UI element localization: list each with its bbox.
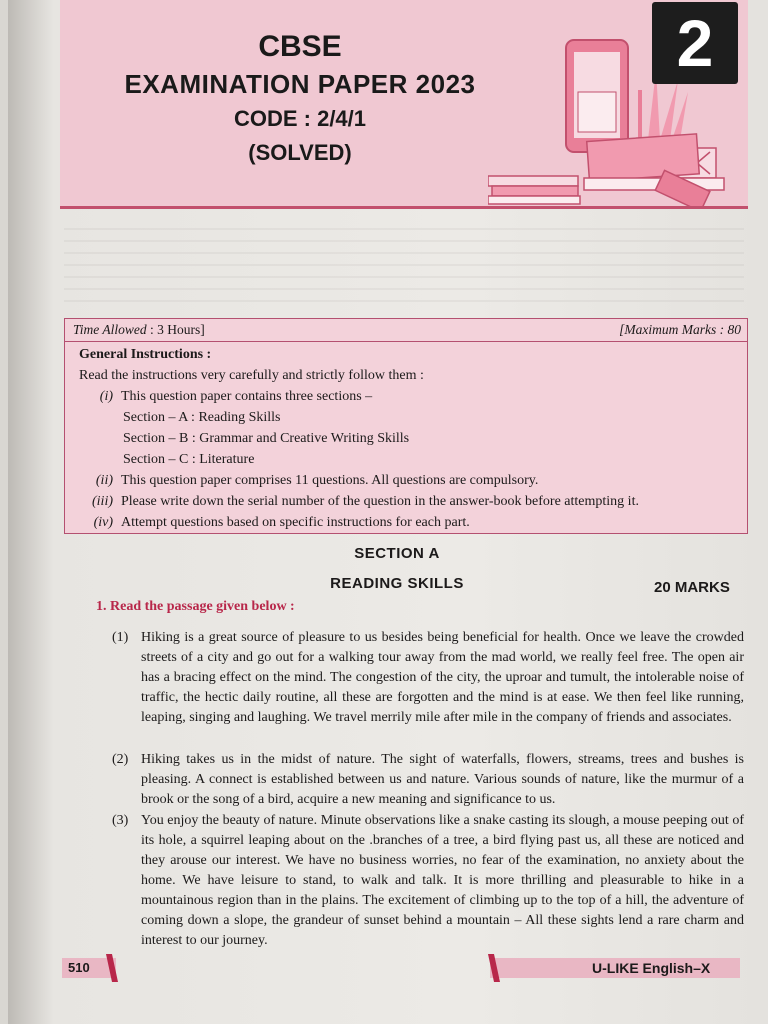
paragraph-number: (2) <box>112 752 129 767</box>
section-title: SECTION A <box>354 545 440 562</box>
passage-paragraph <box>112 628 744 728</box>
marks-label: [Maximum Marks <box>619 322 717 337</box>
page-title <box>60 28 540 170</box>
marks-value: : 80 <box>719 322 741 337</box>
instruction-number: (i) <box>99 389 113 404</box>
time-value: : 3 Hours] <box>150 322 205 337</box>
time-allowed <box>73 319 205 341</box>
title-cbse: CBSE <box>258 30 342 63</box>
instruction-number: (ii) <box>95 473 113 488</box>
time-marks-row <box>65 319 747 342</box>
paragraph-text: Hiking is a great source of pleasure to us besides being beneficial for health. Once we leave the crowded streets of a city and go out for a walking tour away from the mad world, we really feel free. The open air has a bracing effect on the mind. The congestion of the city, the uproar and tumult, the intolerable noise of traffic, the hectic daily routine, all these are forgotten and the mind is at ease. We then feel like running, leaping, singing and laughing. We travel merrily mile after mile in the company of friends and associates. <box>141 630 744 725</box>
section-subtitle: READING SKILLS <box>330 575 464 592</box>
title-solved: (SOLVED) <box>248 140 352 165</box>
instructions-heading: General Instructions : <box>79 347 212 362</box>
instruction-text: Please write down the serial number of the question in the answer-book before attempting it. <box>121 494 639 509</box>
paragraph-text: Hiking takes us in the midst of nature. The sight of waterfalls, flowers, streams, trees and bushes is pleasing. A connect is established between us and nature. Various sounds of nature, like the murmur of a brook or the song of a bird, acquire a new meaning and significance to us. <box>141 752 744 807</box>
instruction-text: Attempt questions based on specific instructions for each part. <box>121 515 470 530</box>
instructions-body <box>65 342 747 533</box>
book-title: U-LIKE English–X <box>592 960 711 976</box>
general-instructions-box <box>64 318 748 534</box>
passage-paragraph <box>112 811 744 951</box>
instruction-text: This question paper contains three sections – <box>121 389 373 404</box>
question-label: 1. Read the passage given below : <box>96 599 295 614</box>
instruction-item <box>79 512 733 533</box>
show-through-text <box>64 218 744 308</box>
passage-paragraph <box>112 750 744 810</box>
instructions-intro: Read the instructions very carefully and strictly follow them : <box>79 368 424 383</box>
title-code: CODE : 2/4/1 <box>233 106 367 131</box>
section-line: Section – C : Literature <box>123 452 255 467</box>
instruction-item <box>79 386 733 407</box>
instruction-item <box>79 470 733 491</box>
time-label: Time Allowed <box>73 322 147 337</box>
maximum-marks <box>619 319 741 341</box>
instruction-number: (iv) <box>93 515 113 530</box>
page-number: 510 <box>62 958 116 978</box>
footer-slash-mark <box>104 954 118 982</box>
section-marks: 20 MARKS <box>654 579 730 596</box>
instruction-text: This question paper comprises 11 questions. All questions are compulsory. <box>121 473 539 488</box>
paragraph-text: You enjoy the beauty of nature. Minute observations like a snake casting its slough, a mouse peeping out of its hole, a squirrel leaping about on the .branches of a tree, a bird flying past us, all these are noticed and they arouse our interest. We have no business worries, no fear of the examination, no anxiety about the home. We have leisure to stand, to walk and talk. It is more thrilling and pleasurable to hike in a mountainous region than in the plains. The excitement of climbing up to the top of a hill, the adventure of coming down a slope, the grandeur of sunset behind a mountain – All these sights lend a rare charm and interest to our journey. <box>141 813 744 948</box>
section-line: Section – B : Grammar and Creative Writing Skills <box>123 431 410 446</box>
instruction-item <box>79 491 733 512</box>
title-exam: EXAMINATION PAPER 2023 <box>124 69 476 99</box>
footer-slash-mark <box>488 954 502 982</box>
section-line: Section – A : Reading Skills <box>123 410 281 425</box>
paragraph-number: (1) <box>112 630 129 645</box>
chapter-number-badge: 2 <box>652 2 738 84</box>
paragraph-number: (3) <box>112 813 129 828</box>
instruction-number: (iii) <box>92 494 113 509</box>
